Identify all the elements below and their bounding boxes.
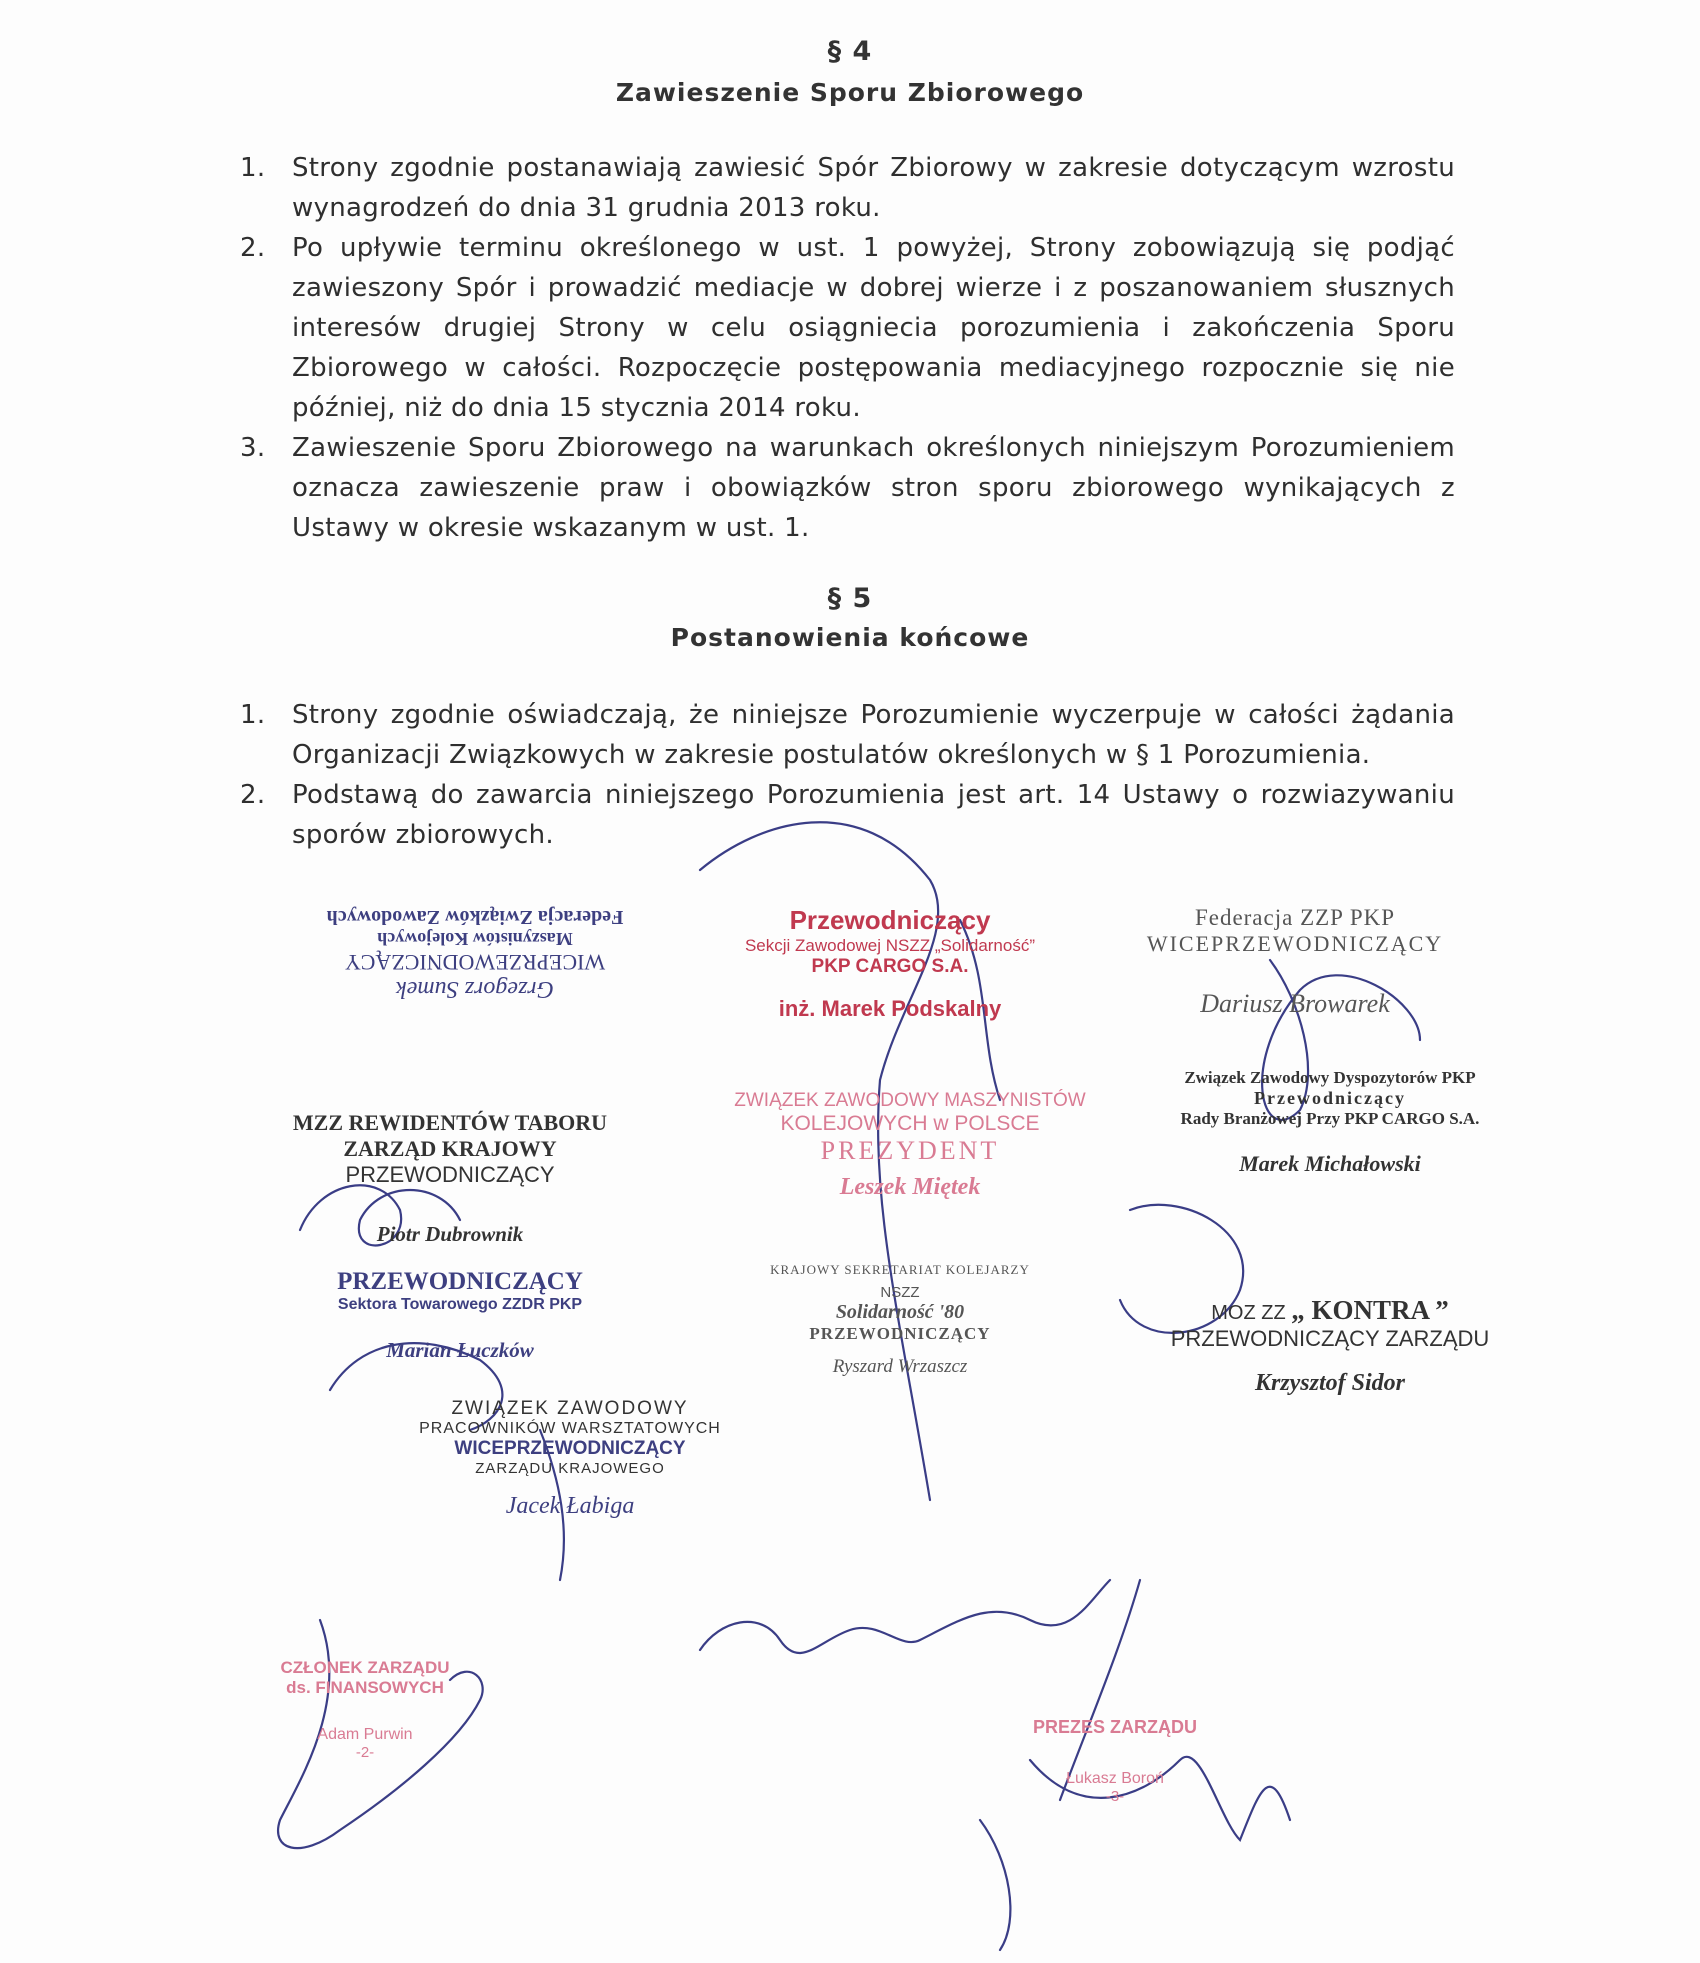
section-4-title: Zawieszenie Sporu Zbiorowego xyxy=(615,78,1085,107)
stamp-federacja-zzp xyxy=(1110,905,1480,1019)
stamp-line: KOLEJOWYCH w POLSCE xyxy=(780,1112,1040,1135)
stamp-line: Marek Michałowski xyxy=(1239,1151,1421,1176)
stamp-line: PRACOWNIKÓW WARSZTATOWYCH xyxy=(419,1420,721,1437)
stamp-rewidentow xyxy=(250,1110,650,1247)
item-text: Zawieszenie Sporu Zbiorowego na warunkach określonych niniejszym Porozumieniem oznacza zawieszenie praw i obowiązków stron sporu zbiorowego wynikających z Ustawy w okresie wskazanym w ust. 1. xyxy=(292,433,1455,543)
stamp-kontra-prefix: MOZ ZZ xyxy=(1211,1302,1286,1324)
stamp-line: Adam Purwin xyxy=(317,1726,413,1743)
section-5-title: Postanowienia końcowe xyxy=(670,623,1030,652)
stamp-line: Łukasz Boroń xyxy=(1066,1770,1164,1787)
section-4-number: § 4 xyxy=(827,36,873,67)
stamp-line: -2- xyxy=(355,1744,375,1761)
stamp-line: PRZEWODNICZĄCY xyxy=(345,1162,555,1187)
stamp-line: Leszek Miętek xyxy=(839,1174,981,1200)
stamp-line: Sektora Towarowego ZZDR PKP xyxy=(337,1296,583,1313)
stamp-line: WICEPRZEWODNICZĄCY xyxy=(344,950,606,975)
stamp-line: Rady Branżowej Przy PKP CARGO S.A. xyxy=(1180,1109,1480,1128)
stamp-line: PREZES ZARZĄDU xyxy=(1032,1717,1197,1737)
stamp-line: Solidarność '80 xyxy=(835,1301,965,1323)
item-number: 1. xyxy=(240,700,266,730)
item-number: 2. xyxy=(240,233,266,263)
stamp-line: Sekcji Zawodowej NSZZ „Solidarność” xyxy=(744,936,1036,955)
stamp-line: PRZEWODNICZĄCY xyxy=(337,1268,583,1295)
section-4-list xyxy=(240,148,1455,548)
stamp-line: WICEPRZEWODNICZĄCY xyxy=(1146,931,1444,956)
stamp-dyspozytorow xyxy=(1140,1068,1520,1177)
stamp-zzm xyxy=(720,1090,1100,1201)
stamp-line: Dariusz Browarek xyxy=(1200,989,1390,1018)
stamp-line: KRAJOWY SEKRETARIAT KOLEJARZY xyxy=(770,1262,1030,1277)
stamp-line: ds. FINANSOWYCH xyxy=(286,1678,444,1697)
stamp-line: MZZ REWIDENTÓW TABORU xyxy=(292,1110,608,1135)
stamp-line: Przewodniczący xyxy=(789,905,991,935)
stamp-line: Przewodniczący xyxy=(1254,1088,1406,1108)
item-text: Podstawą do zawarcia niniejszego Porozumienia jest art. 14 Ustawy o rozwiazywaniu sporów zbiorowych. xyxy=(292,780,1455,850)
stamp-line: Maszynistów Kolejowych xyxy=(377,929,573,949)
item-text: Strony zgodnie postanawiają zawiesić Spór Zbiorowy w zakresie dotyczącym wzrostu wynagrodzeń do dnia 31 grudnia 2013 roku. xyxy=(292,153,1455,223)
stamp-warsztatowych xyxy=(380,1398,760,1520)
stamp-kontra xyxy=(1130,1295,1530,1397)
section-5-list xyxy=(240,695,1455,855)
stamp-solidarnosc-80 xyxy=(720,1262,1080,1378)
stamp-finansowy xyxy=(255,1658,475,1761)
item-number: 1. xyxy=(240,153,266,183)
stamp-line: PRZEWODNICZĄCY ZARZĄDU xyxy=(1170,1326,1490,1351)
stamp-line: PKP CARGO S.A. xyxy=(811,956,969,977)
item-number: 2. xyxy=(240,780,266,810)
stamp-line: ZARZĄDU KRAJOWEGO xyxy=(475,1460,665,1477)
stamp-line: Marian Łuczków xyxy=(386,1338,534,1362)
stamp-line: WICEPRZEWODNICZĄCY xyxy=(454,1438,686,1459)
stamp-line: Związek Zawodowy Dyspozytorów PKP xyxy=(1184,1068,1476,1087)
stamp-line: -3- xyxy=(1105,1788,1125,1805)
item-text: Po upływie terminu określonego w ust. 1 powyżej, Strony zobowiązują się podjąć zawieszony Spór i prowadzić mediacje w dobrej wierze i z poszanowaniem słusznych interesów drugiej Strony w celu osiągniecia porozumienia i zakończenia Sporu Zbiorowego w całości. Rozpoczęcie postępowania mediacyjnego rozpocznie się nie później, niż do dnia 15 stycznia 2014 roku. xyxy=(292,233,1455,423)
stamp-line: PREZYDENT xyxy=(820,1136,1000,1165)
stamp-line: ZWIĄZEK ZAWODOWY xyxy=(451,1398,689,1419)
stamp-maszynisci xyxy=(295,905,655,1002)
stamp-line: Federacja ZZP PKP xyxy=(1194,905,1396,930)
stamp-line: Jacek Łabiga xyxy=(505,1493,635,1519)
section-4-item-3 xyxy=(240,428,1455,548)
stamp-solidarnosc xyxy=(690,905,1090,1022)
item-number: 3. xyxy=(240,433,266,463)
stamp-line: inż. Marek Podskalny xyxy=(778,996,1002,1021)
stamp-zzdr xyxy=(290,1268,630,1363)
stamp-prezes xyxy=(1005,1717,1225,1805)
stamp-line: Grzegorz Sumek xyxy=(396,976,554,1002)
stamp-line xyxy=(1130,1295,1530,1326)
stamp-line: PRZEWODNICZĄCY xyxy=(809,1324,991,1343)
item-text: Strony zgodnie oświadczają, że niniejsze Porozumienie wyczerpuje w całości żądania Organizacji Związkowych w zakresie postulatów określonych w § 1 Porozumienia. xyxy=(292,700,1455,770)
section-5-item-2 xyxy=(240,775,1455,855)
stamp-kontra-name: „ KONTRA ” xyxy=(1291,1295,1449,1325)
stamp-line: ZWIĄZEK ZAWODOWY MASZYNISTÓW xyxy=(734,1090,1086,1111)
stamp-line: ZARZĄD KRAJOWY xyxy=(343,1136,557,1161)
stamp-line: Ryszard Wrzaszcz xyxy=(832,1356,968,1377)
stamp-line: Piotr Dubrownik xyxy=(376,1222,524,1246)
section-4-item-1 xyxy=(240,148,1455,228)
section-5-number: § 5 xyxy=(827,583,873,614)
section-4-item-2 xyxy=(240,228,1455,428)
stamp-line: Krzysztof Sidor xyxy=(1254,1370,1406,1396)
stamp-line: CZŁONEK ZARZĄDU xyxy=(280,1658,450,1677)
stamp-line: NSZZ xyxy=(880,1284,920,1301)
stamp-line: Federacja Związków Zawodowych xyxy=(326,906,624,928)
section-5-item-1 xyxy=(240,695,1455,775)
